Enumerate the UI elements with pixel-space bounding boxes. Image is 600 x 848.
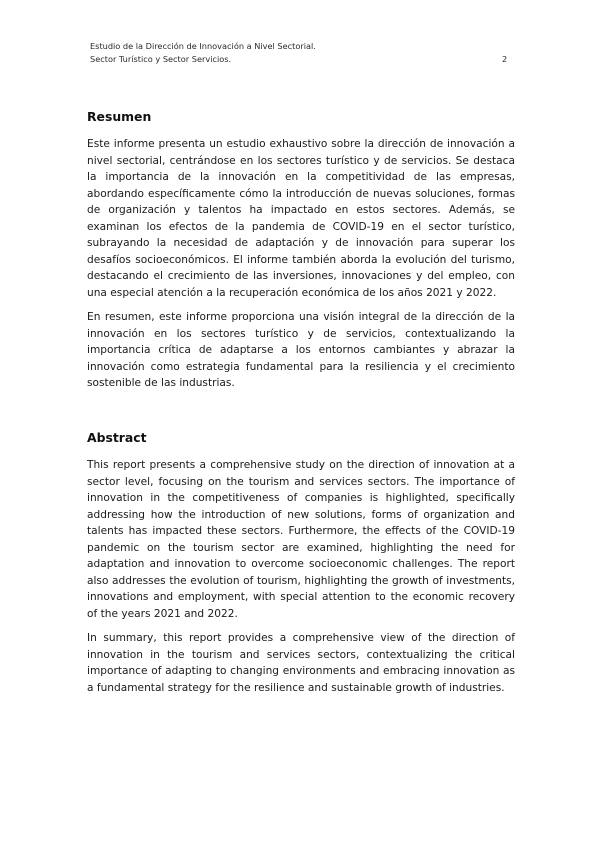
resumen-section: [87, 109, 515, 392]
resumen-paragraph-1: Este informe presenta un estudio exhaustivo sobre la dirección de innovación a nivel sectorial, centrándose en los sectores turístico y de servicios. Se destaca la importancia de la innovación en la competitividad de las empresas, abordando específicamente cómo la introducción de nuevas soluciones, formas de organización y talentos ha impactado en estos sectores. Además, se examinan los efectos de la pandemia de COVID-19 en el sector turístico, subrayando la necesidad de adaptación y de innovación para superar los desafíos socioeconómicos. El informe también aborda la evolución del turismo, destacando el crecimiento de las inversiones, innovaciones y del empleo, con una especial atención a la recuperación económica de los años 2021 y 2022.: [87, 138, 515, 299]
resumen-paragraph-2: En resumen, este informe proporciona una visión integral de la dirección de la innovación en los sectores turístico y de servicios, contextualizando la importancia crítica de adaptarse a los entornos cambiantes y abrazar la innovación como estrategia fundamental para la resiliencia y el crecimiento sostenible de las industrias.: [87, 311, 515, 389]
abstract-section: [87, 430, 515, 696]
page-number: 2: [502, 54, 508, 64]
running-header-subtitle: Sector Turístico y Sector Servicios.: [90, 54, 232, 64]
running-header: [90, 40, 510, 66]
running-header-title: Estudio de la Dirección de Innovación a Nivel Sectorial.: [90, 41, 316, 51]
abstract-paragraph-1: This report presents a comprehensive study on the direction of innovation at a sector level, focusing on the tourism and services sectors. The importance of innovation in the competitiveness of companies is highlighted, specifically addressing how the introduction of new solutions, forms of organization and talents has impacted these sectors. Furthermore, the effects of the COVID-19 pandemic on the tourism sector are examined, highlighting the need for adaptation and innovation to overcome socioeconomic challenges. The report also addresses the evolution of tourism, highlighting the growth of investments, innovations and employment, with special attention to the economic recovery of the years 2021 and 2022.: [87, 459, 515, 620]
abstract-paragraph-2: In summary, this report provides a comprehensive view of the direction of innovation in the tourism and services sectors, contextualizing the critical importance of adapting to changing environments and embracing innovation as a fundamental strategy for the resilience and sustainable growth of industries.: [87, 632, 515, 694]
abstract-heading: Abstract: [87, 430, 147, 445]
resumen-heading: Resumen: [87, 109, 152, 124]
